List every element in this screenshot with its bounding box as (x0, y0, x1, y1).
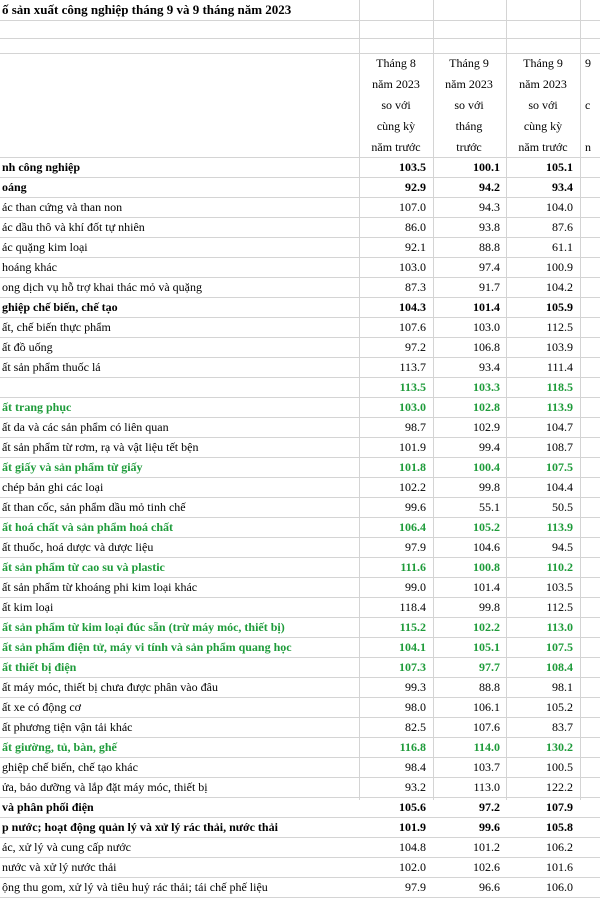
header-line: c (585, 98, 591, 112)
row-value: 102.2 (399, 480, 426, 494)
row-value: 99.6 (479, 820, 500, 834)
row-value: 101.8 (399, 460, 426, 474)
row-value: 99.8 (479, 600, 500, 614)
table-row (0, 577, 600, 597)
row-value: 94.3 (479, 200, 500, 214)
table-row (0, 537, 600, 557)
row-value: 113.0 (546, 620, 573, 634)
row-label: ất thuốc, hoá dược và dược liệu (2, 540, 154, 554)
header-line: Tháng 8 (376, 56, 416, 70)
table-row (0, 457, 600, 477)
row-value: 104.4 (546, 480, 573, 494)
row-value: 100.4 (473, 460, 500, 474)
table-row (0, 877, 600, 897)
header-line: năm 2023 (445, 77, 493, 91)
row-label: ất đồ uống (2, 340, 53, 354)
row-value: 107.5 (546, 460, 573, 474)
row-label: ất máy móc, thiết bị chưa được phân vào đâu (2, 680, 218, 694)
row-label: ất phương tiện vận tải khác (2, 720, 133, 734)
row-value: 107.0 (399, 200, 426, 214)
table-row (0, 497, 600, 517)
row-value: 97.2 (405, 340, 426, 354)
row-value: 94.5 (552, 540, 573, 554)
row-label: ất sản phẩm từ kim loại đúc sẵn (trừ máy móc, thiết bị) (2, 620, 285, 634)
row-label: ất giường, tủ, bàn, ghế (2, 740, 117, 754)
row-label: ửa, bảo dưỡng và lắp đặt máy móc, thiết bị (2, 780, 208, 794)
row-value: 130.2 (546, 740, 573, 754)
header-sep-vs-prev-month (433, 53, 505, 158)
row-value: 108.7 (546, 440, 573, 454)
row-value: 106.1 (473, 700, 500, 714)
row-label: ất hoá chất và sản phẩm hoá chất (2, 520, 174, 534)
row-label: ghiệp chế biến, chế tạo (2, 300, 118, 314)
row-value: 98.1 (552, 680, 573, 694)
table-row (0, 217, 600, 237)
header-sep-vs-last-year (507, 53, 579, 158)
row-label: ất than cốc, sản phẩm dầu mỏ tinh chế (2, 500, 186, 514)
row-label: ất thiết bị điện (2, 660, 77, 674)
row-value: 107.6 (473, 720, 500, 734)
row-value: 100.8 (473, 560, 500, 574)
row-label: nước và xử lý nước thải (2, 860, 117, 874)
header-9-months-partial (585, 53, 600, 158)
table-row (0, 377, 600, 397)
row-value: 107.3 (399, 660, 426, 674)
row-value: 112.5 (546, 320, 573, 334)
row-label: ác quặng kim loại (2, 240, 88, 254)
row-value: 101.6 (546, 860, 573, 874)
row-value: 99.6 (405, 500, 426, 514)
row-value: 102.0 (399, 860, 426, 874)
row-value: 107.5 (546, 640, 573, 654)
row-value: 103.0 (473, 320, 500, 334)
row-value: 111.6 (400, 560, 426, 574)
row-label: ong dịch vụ hỗ trợ khai thác mỏ và quặng (2, 280, 202, 294)
row-value: 103.0 (399, 260, 426, 274)
row-value: 113.0 (473, 780, 500, 794)
row-value: 55.1 (479, 500, 500, 514)
row-value: 97.4 (479, 260, 500, 274)
row-value: 99.0 (405, 580, 426, 594)
row-value: 99.8 (479, 480, 500, 494)
row-label: và phân phối điện (2, 800, 94, 814)
header-line (585, 116, 600, 137)
header-line: so với (381, 98, 411, 112)
row-label: ất sản phẩm điện tử, máy vi tính và sản phẩm quang học (2, 640, 292, 654)
row-label: hoáng khác (2, 260, 57, 274)
table-row (0, 177, 600, 197)
table-row (0, 357, 600, 377)
header-line: năm 2023 (372, 77, 420, 91)
table-row (0, 517, 600, 537)
header-line: năm trước (371, 140, 421, 154)
table-row (0, 297, 600, 317)
row-value: 101.4 (473, 580, 500, 594)
header-line: cùng kỳ (376, 119, 416, 133)
row-value: 87.6 (552, 220, 573, 234)
row-label: ất, chế biến thực phẩm (2, 320, 111, 334)
row-value: 104.3 (399, 300, 426, 314)
row-value: 106.4 (399, 520, 426, 534)
row-value: 99.4 (479, 440, 500, 454)
row-label: ghiệp chế biến, chế tạo khác (2, 760, 138, 774)
table-row (0, 737, 600, 757)
table-row (0, 597, 600, 617)
row-value: 50.5 (552, 500, 573, 514)
row-value: 104.0 (546, 200, 573, 214)
row-value: 105.6 (399, 800, 426, 814)
table-row (0, 437, 600, 457)
row-value: 118.5 (546, 380, 573, 394)
table-row (0, 477, 600, 497)
row-value: 102.2 (473, 620, 500, 634)
header-line: n (585, 140, 591, 154)
row-label: ác dầu thô và khí đốt tự nhiên (2, 220, 145, 234)
row-value: 103.5 (546, 580, 573, 594)
row-value: 122.2 (546, 780, 573, 794)
row-value: 104.1 (399, 640, 426, 654)
table-row (0, 197, 600, 217)
row-value: 113.9 (546, 400, 573, 414)
row-value: 97.9 (405, 880, 426, 894)
row-value: 101.9 (399, 440, 426, 454)
row-value: 113.5 (399, 380, 426, 394)
row-label: oáng (2, 180, 27, 194)
table-row (0, 257, 600, 277)
row-label: ất da và các sản phẩm có liên quan (2, 420, 169, 434)
row-label: ất xe có động cơ (2, 700, 81, 714)
row-value: 106.0 (546, 880, 573, 894)
table-row (0, 677, 600, 697)
row-label: nh công nghiệp (2, 160, 81, 174)
row-value: 104.8 (399, 840, 426, 854)
row-value: 116.8 (399, 740, 426, 754)
row-value: 104.7 (546, 420, 573, 434)
row-value: 92.9 (405, 180, 426, 194)
table-row (0, 857, 600, 877)
row-value: 94.2 (479, 180, 500, 194)
table-row (0, 277, 600, 297)
row-label: ất kim loại (2, 600, 54, 614)
header-line: Tháng 9 (523, 56, 563, 70)
row-value: 93.2 (405, 780, 426, 794)
row-value: 92.1 (405, 240, 426, 254)
row-value: 100.5 (546, 760, 573, 774)
row-value: 118.4 (399, 600, 426, 614)
row-value: 100.9 (546, 260, 573, 274)
row-value: 110.2 (546, 560, 573, 574)
row-value: 106.2 (546, 840, 573, 854)
row-value: 101.9 (399, 820, 426, 834)
row-value: 113.7 (399, 360, 426, 374)
table-row (0, 657, 600, 677)
row-value: 88.8 (479, 240, 500, 254)
table-row (0, 817, 600, 837)
row-value: 98.4 (405, 760, 426, 774)
row-label: ất sản phẩm từ khoáng phi kim loại khác (2, 580, 198, 594)
row-value: 112.5 (546, 600, 573, 614)
row-label: ác, xử lý và cung cấp nước (2, 840, 131, 854)
row-divider (0, 20, 600, 21)
row-value: 113.9 (546, 520, 573, 534)
table-row (0, 557, 600, 577)
row-value: 83.7 (552, 720, 573, 734)
table-row (0, 617, 600, 637)
table-row (0, 157, 600, 177)
row-value: 88.8 (479, 680, 500, 694)
table-row (0, 317, 600, 337)
row-value: 104.2 (546, 280, 573, 294)
row-value: 93.4 (552, 180, 573, 194)
table-row (0, 777, 600, 797)
table-row (0, 237, 600, 257)
row-value: 103.7 (473, 760, 500, 774)
row-label: ất trang phục (2, 400, 72, 414)
header-aug-vs-last-year (360, 53, 432, 158)
row-value: 101.2 (473, 840, 500, 854)
row-label: ất sản phẩm thuốc lá (2, 360, 101, 374)
row-label: chép bản ghi các loại (2, 480, 104, 494)
row-value: 103.3 (473, 380, 500, 394)
row-value: 93.4 (479, 360, 500, 374)
row-label: ác than cứng và than non (2, 200, 123, 214)
header-line: tháng (455, 119, 483, 133)
row-value: 98.0 (405, 700, 426, 714)
row-value: 105.9 (546, 300, 573, 314)
table-row (0, 797, 600, 817)
row-value: 102.6 (473, 860, 500, 874)
header-line: năm trước (518, 140, 568, 154)
row-label: ất sản phẩm từ rơm, rạ và vật liệu tết bện (2, 440, 199, 454)
table-row (0, 837, 600, 857)
header-line: so với (528, 98, 558, 112)
row-value: 96.6 (479, 880, 500, 894)
table-row (0, 417, 600, 437)
row-value: 105.2 (473, 520, 500, 534)
header-line: so với (454, 98, 484, 112)
row-value: 107.9 (546, 800, 573, 814)
row-value: 97.7 (479, 660, 500, 674)
row-value: 114.0 (473, 740, 500, 754)
row-value: 102.9 (473, 420, 500, 434)
row-value: 107.6 (399, 320, 426, 334)
row-value: 101.4 (473, 300, 500, 314)
table-row (0, 717, 600, 737)
row-value: 91.7 (479, 280, 500, 294)
header-line: cùng kỳ (523, 119, 563, 133)
row-value: 108.4 (546, 660, 573, 674)
row-value: 103.0 (399, 400, 426, 414)
row-value: 61.1 (552, 240, 573, 254)
row-value: 105.1 (546, 160, 573, 174)
row-value: 100.1 (473, 160, 500, 174)
header-line: 9 (585, 56, 591, 70)
header-line: Tháng 9 (449, 56, 489, 70)
row-value: 105.2 (546, 700, 573, 714)
row-value: 106.8 (473, 340, 500, 354)
row-value: 115.2 (399, 620, 426, 634)
row-value: 103.9 (546, 340, 573, 354)
row-value: 111.4 (546, 360, 573, 374)
row-divider (0, 38, 600, 39)
row-label: ất giấy và sản phẩm từ giấy (2, 460, 143, 474)
table-row (0, 697, 600, 717)
row-label: ất sản phẩm từ cao su và plastic (2, 560, 165, 574)
header-line: năm 2023 (519, 77, 567, 91)
row-value: 86.0 (405, 220, 426, 234)
row-value: 99.3 (405, 680, 426, 694)
row-value: 98.7 (405, 420, 426, 434)
table-title: ố sản xuất công nghiệp tháng 9 và 9 tháng năm 2023 (2, 2, 292, 17)
table-row (0, 337, 600, 357)
row-value: 97.2 (479, 800, 500, 814)
row-value: 105.8 (546, 820, 573, 834)
row-value: 97.9 (405, 540, 426, 554)
header-line (585, 74, 600, 95)
row-label: p nước; hoạt động quản lý và xử lý rác thải, nước thải (2, 820, 278, 834)
row-value: 105.1 (473, 640, 500, 654)
row-value: 103.5 (399, 160, 426, 174)
table-row (0, 637, 600, 657)
row-value: 104.6 (473, 540, 500, 554)
row-value: 102.8 (473, 400, 500, 414)
table-row (0, 757, 600, 777)
row-value: 87.3 (405, 280, 426, 294)
table-row (0, 397, 600, 417)
row-value: 82.5 (405, 720, 426, 734)
row-label: ộng thu gom, xử lý và tiêu huỷ rác thải; tái chế phế liệu (2, 880, 268, 894)
header-line: trước (456, 140, 482, 154)
row-value: 93.8 (479, 220, 500, 234)
